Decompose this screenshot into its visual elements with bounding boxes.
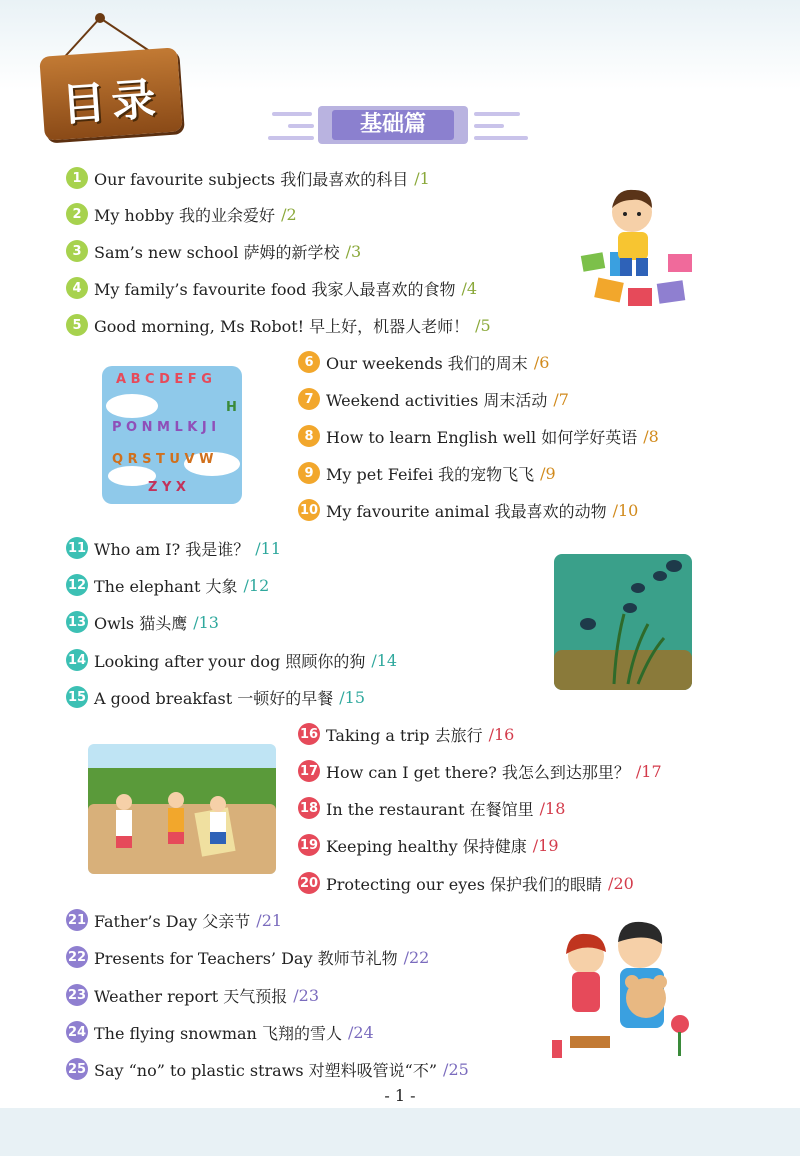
item-page: 6 [539, 352, 550, 372]
item-number-badge: 1 [66, 167, 88, 189]
item-page: 21 [261, 910, 283, 930]
item-number-badge: 21 [66, 909, 88, 931]
item-number-badge: 16 [298, 723, 320, 745]
toc-item[interactable]: 15 A good breakfast 一顿好的早餐 /15 [67, 687, 366, 708]
item-number-badge: 2 [66, 203, 88, 225]
item-page: 10 [617, 500, 639, 520]
page-title: 目录 [59, 73, 164, 132]
item-number-badge: 17 [298, 760, 320, 782]
alphabet-illustration [102, 366, 242, 504]
item-page: 4 [466, 278, 478, 298]
banner-decoration [288, 124, 314, 128]
item-number-badge: 9 [298, 462, 320, 484]
toc-item[interactable]: 7 Weekend activities 周末活动 /7 [298, 386, 569, 412]
alphabet-letter: H [226, 400, 237, 415]
item-title: Who am I? 我是谁？ [94, 539, 250, 559]
toc-item[interactable]: 16 Taking a trip 去旅行 /16 [299, 724, 515, 745]
toc-item[interactable]: 10 My favourite animal 我最喜欢的动物 /10 [299, 500, 639, 521]
item-number-badge: 19 [298, 834, 320, 856]
item-number-badge: 23 [66, 984, 88, 1006]
item-number-badge: 15 [66, 686, 88, 708]
toc-item[interactable]: 8 How to learn English well 如何学好英语 /8 [298, 423, 659, 449]
toc-item[interactable]: 24 The flying snowman 飞翔的雪人 /24 [67, 1022, 374, 1043]
item-number-badge: 6 [298, 351, 320, 373]
toc-item[interactable]: 19 Keeping healthy 保持健康 /19 [299, 835, 559, 856]
item-title: How can I get there? 我怎么到达那里？ [326, 762, 630, 782]
banner-decoration [474, 136, 528, 140]
toc-item[interactable]: 13 Owls 猫头鹰 /13 [67, 612, 219, 633]
item-page: 15 [344, 687, 366, 707]
toc-item[interactable]: 4 My family’s favourite food 我家人最喜欢的食物 /4 [66, 275, 477, 301]
toc-item[interactable]: 20 Protecting our eyes 保护我们的眼睛 /20 [299, 873, 634, 894]
item-title: My family’s favourite food 我家人最喜欢的食物 [94, 279, 456, 299]
item-title: How to learn English well 如何学好英语 [326, 427, 638, 447]
item-title: The elephant 大象 [94, 576, 238, 596]
exercising-children-illustration [88, 744, 276, 874]
item-title: My hobby 我的业余爱好 [94, 205, 276, 225]
alphabet-row: Z Y X [148, 480, 186, 495]
item-number-badge: 24 [66, 1021, 88, 1043]
item-title: Looking after your dog 照顾你的狗 [94, 651, 366, 671]
section-title: 基础篇 [332, 110, 454, 140]
item-number-badge: 22 [66, 946, 88, 968]
item-number-badge: 10 [298, 499, 320, 521]
toc-item[interactable]: 21 Father’s Day 父亲节 /21 [67, 910, 283, 931]
toc-item[interactable]: 18 In the restaurant 在餐馆里 /18 [299, 798, 566, 819]
toc-item[interactable]: 14 Looking after your dog 照顾你的狗 /14 [67, 650, 398, 671]
item-title: In the restaurant 在餐馆里 [326, 799, 534, 819]
item-page: 25 [448, 1059, 469, 1079]
item-number-badge: 8 [298, 425, 320, 447]
item-page: 20 [613, 873, 634, 893]
item-page: 19 [538, 835, 559, 855]
toc-item[interactable]: 23 Weather report 天气预报 /23 [67, 985, 319, 1006]
item-page: 7 [558, 389, 569, 409]
banner-decoration [474, 112, 520, 116]
item-title: Our favourite subjects 我们最喜欢的科目 [94, 169, 409, 189]
item-number-badge: 5 [66, 314, 88, 336]
item-page: 11 [260, 538, 282, 558]
toc-item[interactable]: 5 Good morning, Ms Robot! 早上好，机器人老师！ /5 [66, 312, 491, 338]
item-title: Father’s Day 父亲节 [94, 911, 251, 931]
item-title: Weekend activities 周末活动 [326, 390, 548, 410]
toc-item[interactable]: 6 Our weekends 我们的周末 /6 [298, 349, 549, 375]
toc-item[interactable]: 12 The elephant 大象 /12 [67, 575, 270, 596]
banner-decoration [474, 124, 504, 128]
item-page: 8 [648, 426, 659, 446]
item-number-badge: 11 [66, 537, 88, 559]
toc-item[interactable]: 3 Sam’s new school 萨姆的新学校 /3 [66, 238, 361, 264]
item-number-badge: 20 [298, 872, 320, 894]
item-page: 24 [353, 1022, 374, 1042]
item-title: Taking a trip 去旅行 [326, 725, 483, 745]
toc-item[interactable]: 11 Who am I? 我是谁？ /11 [67, 538, 282, 559]
toc-item[interactable]: 25 Say “no” to plastic straws 对塑料吸管说“不” /25 [67, 1059, 469, 1080]
item-number-badge: 14 [66, 649, 88, 671]
boy-puzzle-illustration [576, 184, 700, 314]
bottom-background-band [0, 1108, 800, 1156]
page-number: - 1 - [384, 1086, 416, 1105]
banner-decoration [268, 136, 314, 140]
item-page: 3 [350, 241, 362, 261]
item-title: Presents for Teachers’ Day 教师节礼物 [94, 948, 398, 968]
item-page: 12 [248, 575, 270, 595]
item-number-badge: 7 [298, 388, 320, 410]
item-number-badge: 3 [66, 240, 88, 262]
item-page: 16 [493, 724, 515, 744]
item-page: 9 [545, 463, 556, 483]
toc-item[interactable]: 2 My hobby 我的业余爱好 /2 [66, 201, 297, 227]
item-page: 14 [376, 650, 398, 670]
item-title: A good breakfast 一顿好的早餐 [94, 688, 334, 708]
item-page: 13 [198, 612, 219, 632]
item-page: 5 [480, 315, 491, 335]
item-page: 18 [545, 798, 566, 818]
tadpole-pond-illustration [554, 554, 692, 690]
item-page: 2 [286, 204, 297, 224]
item-number-badge: 13 [66, 611, 88, 633]
toc-item[interactable]: 22 Presents for Teachers’ Day 教师节礼物 /22 [67, 947, 430, 968]
item-title: My favourite animal 我最喜欢的动物 [326, 501, 607, 521]
toc-item[interactable]: 1 Our favourite subjects 我们最喜欢的科目 /1 [66, 165, 430, 191]
item-number-badge: 18 [298, 797, 320, 819]
banner-decoration [272, 112, 312, 116]
item-number-badge: 12 [66, 574, 88, 596]
item-title: Protecting our eyes 保护我们的眼睛 [326, 874, 603, 894]
item-title: Owls 猫头鹰 [94, 613, 188, 633]
item-title: Good morning, Ms Robot! 早上好，机器人老师！ [94, 316, 470, 336]
father-daughter-illustration [546, 912, 698, 1062]
item-title: My pet Feifei 我的宠物飞飞 [326, 464, 535, 484]
alphabet-row: A B C D E F G [116, 372, 212, 387]
item-page: 23 [298, 985, 319, 1005]
item-title: Keeping healthy 保持健康 [326, 836, 527, 856]
item-page: 22 [408, 947, 430, 967]
toc-item[interactable]: 17 How can I get there? 我怎么到达那里？ /17 [299, 761, 662, 782]
item-page: 1 [419, 168, 430, 188]
alphabet-row: P O N M L K J I [112, 420, 217, 435]
item-number-badge: 4 [66, 277, 88, 299]
item-title: Weather report 天气预报 [94, 986, 288, 1006]
alphabet-row: Q R S T U V W [112, 452, 214, 467]
toc-item[interactable]: 9 My pet Feifei 我的宠物飞飞 /9 [298, 460, 556, 486]
item-title: The flying snowman 飞翔的雪人 [94, 1023, 342, 1043]
contents-sign [39, 47, 183, 140]
item-number-badge: 25 [66, 1058, 88, 1080]
item-title: Our weekends 我们的周末 [326, 353, 528, 373]
item-page: 17 [641, 761, 662, 781]
item-title: Say “no” to plastic straws 对塑料吸管说“不” [94, 1060, 438, 1080]
item-title: Sam’s new school 萨姆的新学校 [94, 242, 340, 262]
